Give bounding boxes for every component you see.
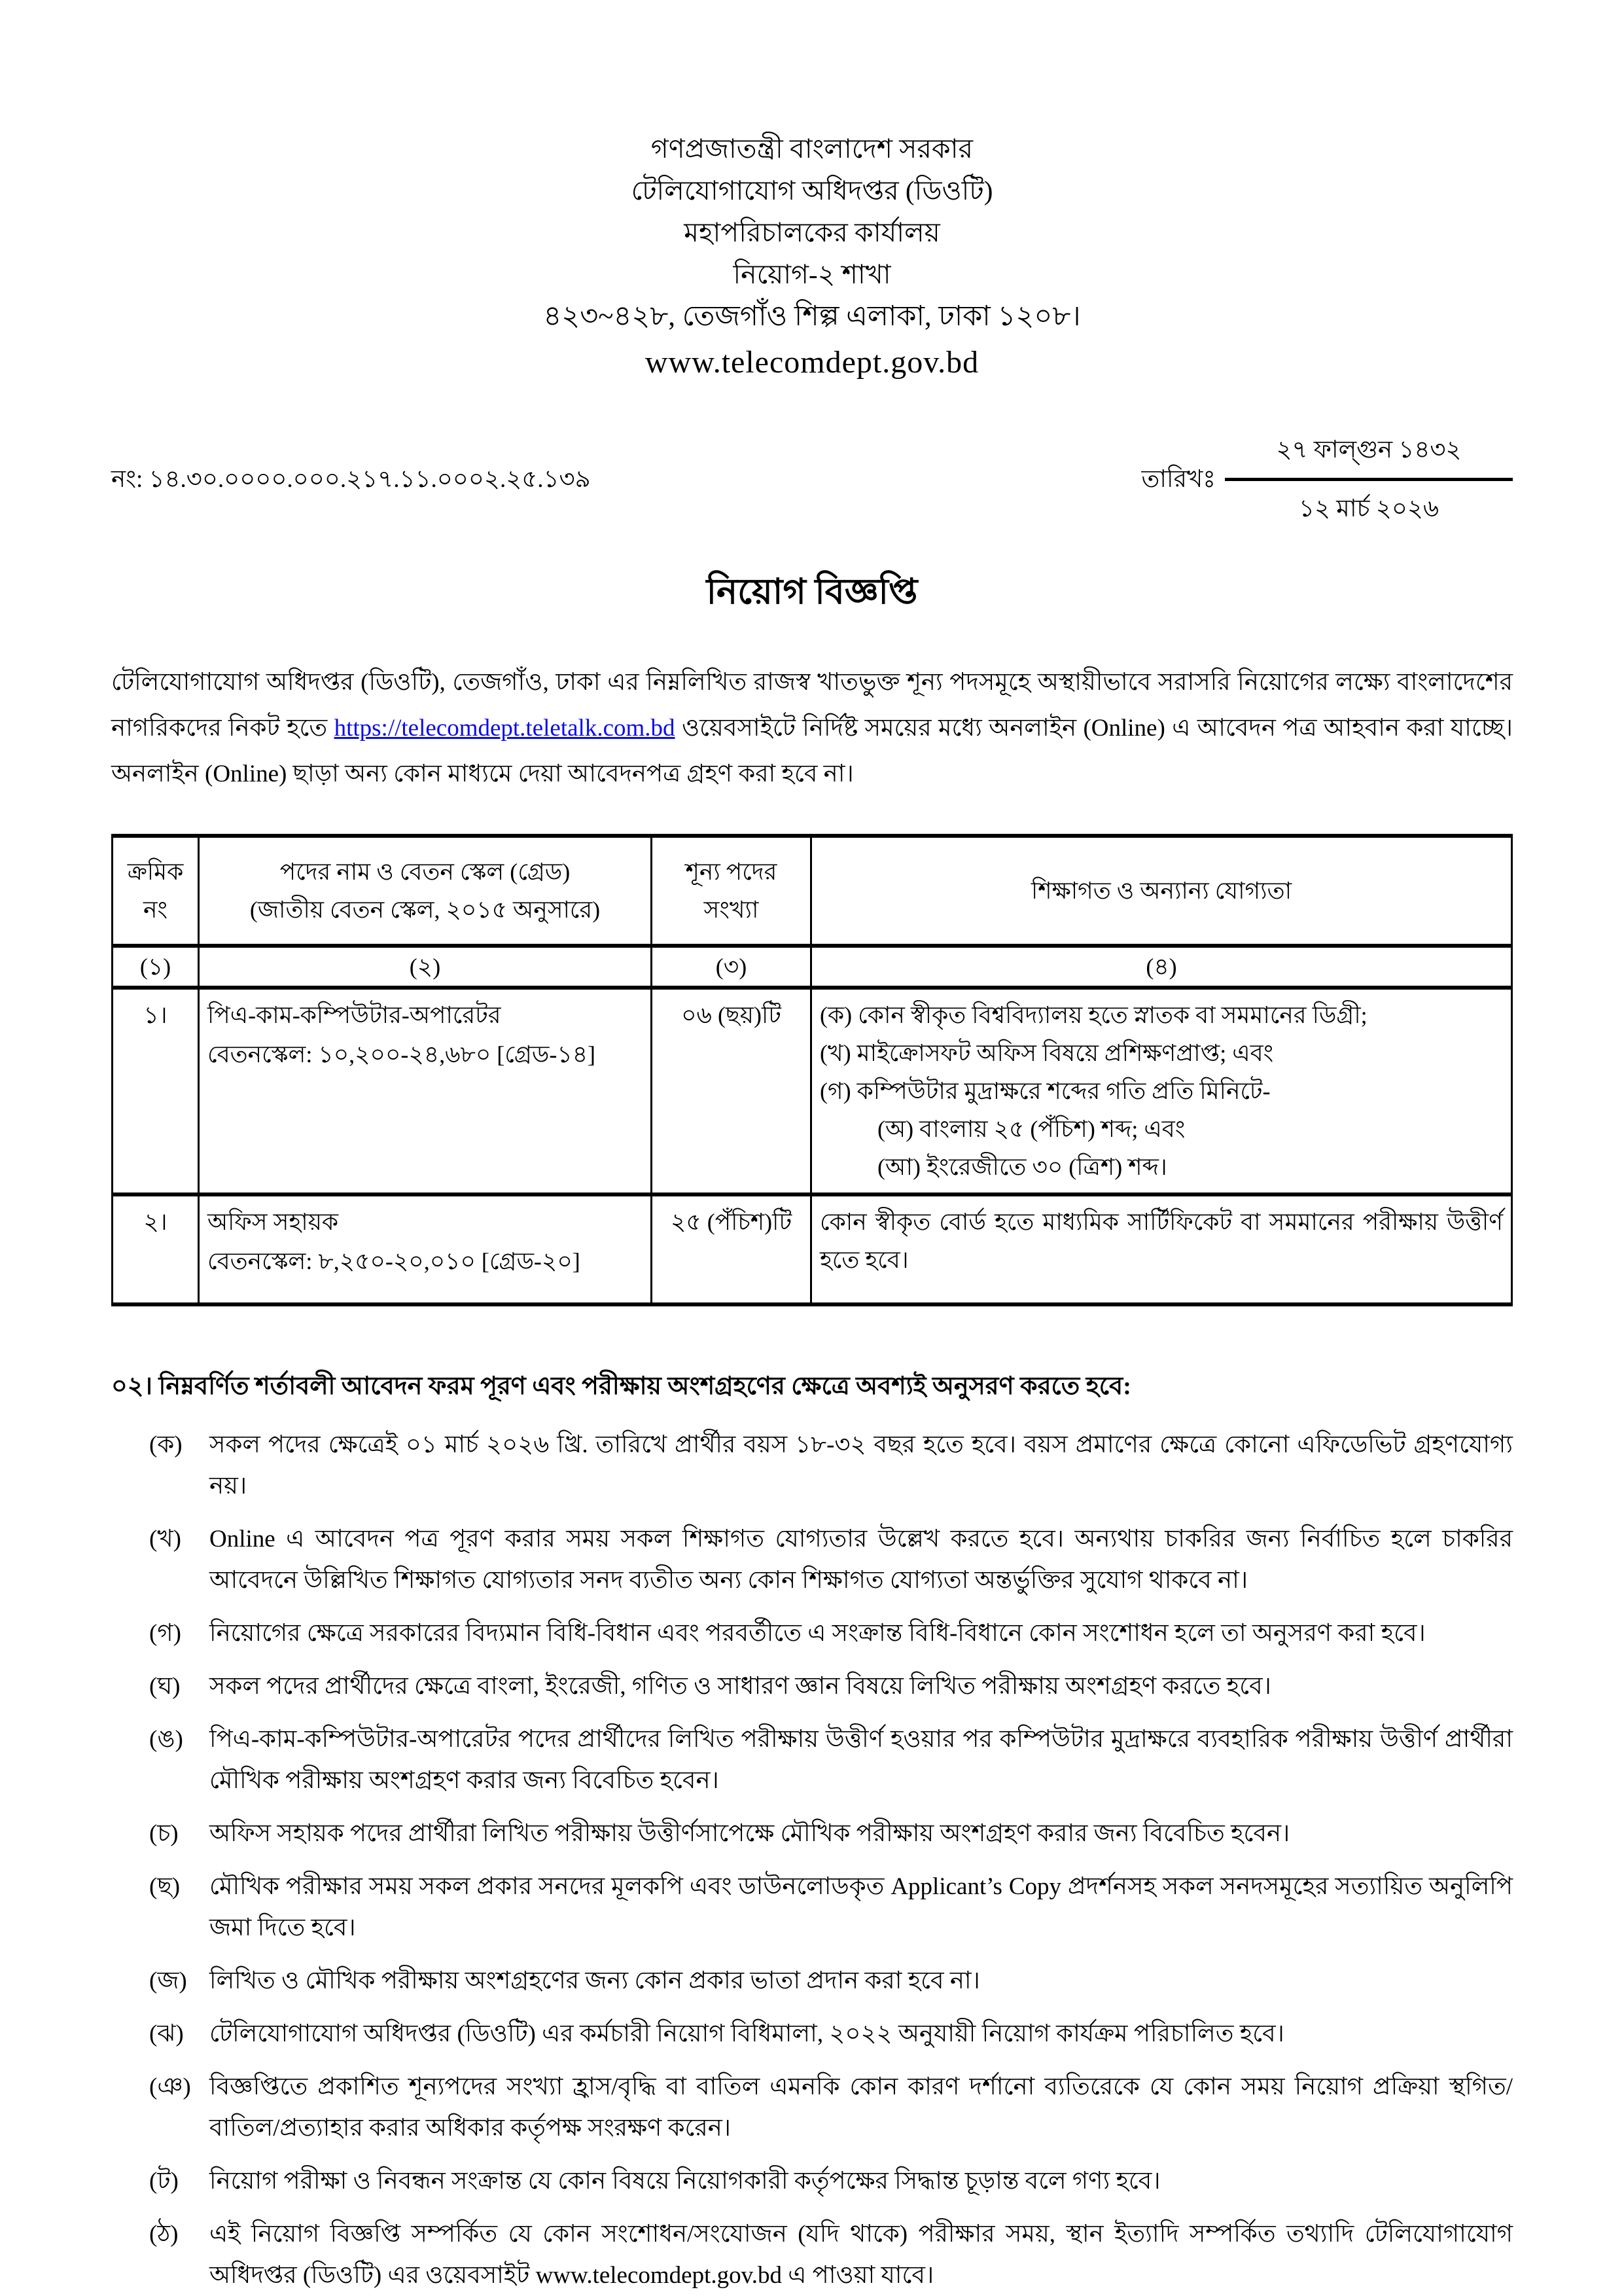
page-title: নিয়োগ বিজ্ঞপ্তি (706, 572, 918, 611)
condition-label: (চ) (149, 1820, 179, 1847)
condition-item (149, 1613, 1513, 1654)
date-bangla: ২৭ ফাল্গুন ১৪৩২ (1276, 437, 1462, 463)
condition-item (149, 1719, 1513, 1801)
condition-text: পিএ-কাম-কম্পিউটার-অপারেটর পদের প্রার্থীদের লিখিত পরীক্ষায় উত্তীর্ণ হওয়ার পর কম্পিউটার মুদ্রাক্ষরে ব্যবহারিক পরীক্ষায় উত্তীর্ণ প্রার্থীরা মৌখিক পরীক্ষায় অংশগ্রহণ করার জন্য বিবেচিত হবেন। (209, 1726, 1513, 1794)
qualification-line: (খ) মাইক্রোসফট অফিস বিষয়ে প্রশিক্ষণপ্রাপ্ত; এবং (820, 1040, 1274, 1066)
colnum-3: (৩) (652, 946, 811, 988)
colnum-1: (১) (113, 946, 199, 988)
header-post-line2: (জাতীয় বেতন স্কেল, ২০১৫ অনুসারে) (249, 897, 601, 923)
column-numbering-row (113, 946, 1512, 988)
condition-item (149, 2214, 1513, 2296)
row1-serial: ১। (113, 988, 199, 1194)
date-block (1142, 430, 1513, 530)
condition-item (149, 2013, 1513, 2054)
qualification-line: কোন স্বীকৃত বোর্ড হতে মাধ্যমিক সার্টিফিকেট বা সমমানের পরীক্ষায় উত্তীর্ণ হতে হবে। (820, 1209, 1503, 1273)
date-fraction (1225, 430, 1513, 530)
condition-label: (ঝ) (149, 2020, 184, 2047)
table-header-row (113, 836, 1512, 946)
condition-text: সকল পদের প্রার্থীদের ক্ষেত্রে বাংলা, ইংরেজী, গণিত ও সাধারণ জ্ঞান বিষয়ে লিখিত পরীক্ষায় অংশগ্রহণ করতে হবে। (209, 1673, 1271, 1700)
post-name: পিএ-কাম-কম্পিউটার-অপারেটর (207, 1002, 501, 1028)
condition-text: মৌখিক পরীক্ষার সময় সকল প্রকার সনদের মূলকপি এবং ডাউনলোডকৃত Applicant’s Copy প্রদর্শনসহ সকল সনদসমূহের সত্যায়িত অনুলিপি জমা দিতে হবে। (209, 1873, 1513, 1941)
condition-text: এই নিয়োগ বিজ্ঞপ্তি সম্পর্কিত যে কোন সংশোধন/সংযোজন (যদি থাকে) পরীক্ষার সময়, স্থান ইত্যাদি সম্পর্কিত তথ্যাদি টেলিযোগাযোগ অধিদপ্তর (ডিওটি) এর ওয়েবসাইট www.telecomdept.gov.bd এ পাওয়া যাবে। (209, 2221, 1513, 2289)
branch-name: নিয়োগ-২ শাখা (733, 259, 891, 289)
condition-label: (ক) (149, 1431, 183, 1458)
header-post-line1: পদের নাম ও বেতন স্কেল (গ্রেড) (279, 859, 571, 885)
table-row (113, 988, 1512, 1194)
condition-text: নিয়োগের ক্ষেত্রে সরকারের বিদ্যমান বিধি-বিধান এবং পরবর্তীতে এ সংক্রান্ত বিধি-বিধানে কোন সংশোধন হলে তা অনুসরণ করা হবে। (209, 1620, 1426, 1647)
condition-text: নিয়োগ পরীক্ষা ও নিবন্ধন সংক্রান্ত যে কোন বিষয়ে নিয়োগকারী কর্তৃপক্ষের সিদ্ধান্ত চূড়ান্ত বলে গণ্য হবে। (209, 2168, 1161, 2195)
header-qualifications: শিক্ষাগত ও অন্যান্য যোগ্যতা (811, 836, 1512, 946)
intro-text-after: ওয়েবসাইটে নির্দিষ্ট সময়ের মধ্যে অনলাইন (Online) এ আবেদন পত্র আহবান করা যাচ্ছে। অনলাইন (Online) ছাড়া অন্য কোন মাধ্যমে দেয়া আবেদনপত্র গ্রহণ করা হবে না। (111, 715, 1513, 787)
post-name: অফিস সহায়ক (207, 1209, 339, 1235)
condition-label: (ঞ) (149, 2073, 191, 2100)
date-label: তারিখঃ (1141, 466, 1216, 493)
qualification-subline: (অ) বাংলায় ২৫ (পঁচিশ) শব্দ; এবং (877, 1116, 1186, 1142)
memo-row (111, 430, 1513, 530)
vacancy-table (111, 834, 1513, 1306)
condition-text: সকল পদের ক্ষেত্রেই ০১ মার্চ ২০২৬ খ্রি. তারিখে প্রার্থীর বয়স ১৮-৩২ বছর হতে হবে। বয়স প্রমাণের ক্ষেত্রে কোনো এফিডেভিট গ্রহণযোগ্য নয়। (209, 1431, 1513, 1499)
office-name: মহাপরিচালকের কার্যালয় (684, 217, 940, 247)
condition-label: (ঙ) (149, 1726, 183, 1753)
qualification-line: (ক) কোন স্বীকৃত বিশ্ববিদ্যালয় হতে স্নাতক বা সমমানের ডিগ্রী; (820, 1002, 1368, 1028)
condition-text: বিজ্ঞপ্তিতে প্রকাশিত শূন্যপদের সংখ্যা হ্রাস/বৃদ্ধি বা বাতিল এমনকি কোন কারণ দর্শানো ব্যতিরেকে যে কোন সময় নিয়োগ প্রক্রিয়া স্থগিত/বাতিল/প্রত্যাহার করার অধিকার কর্তৃপক্ষ সংরক্ষণ করেন। (209, 2073, 1513, 2142)
condition-text: লিখিত ও মৌখিক পরীক্ষায় অংশগ্রহণের জন্য কোন প্রকার ভাতা প্রদান করা হবে না। (209, 1967, 980, 1994)
conditions-heading: ০২। নিম্নবর্ণিত শর্তাবলী আবেদন ফরম পূরণ এবং পরীক্ষায় অংশগ্রহণের ক্ষেত্রে অবশ্যই অনুসরণ করতে হবে: (111, 1372, 1131, 1400)
condition-item (149, 1813, 1513, 1854)
table-row (113, 1194, 1512, 1304)
department-name: টেলিযোগাযোগ অধিদপ্তর (ডিওটি) (631, 175, 993, 206)
condition-label: (ঘ) (149, 1673, 181, 1700)
colnum-2: (২) (199, 946, 652, 988)
government-name: গণপ্রজাতন্ত্রী বাংলাদেশ সরকার (650, 134, 974, 164)
condition-label: (জ) (149, 1967, 187, 1994)
condition-label: (ট) (149, 2168, 179, 2195)
row1-post-cell (199, 988, 652, 1194)
qualification-line: (গ) কম্পিউটার মুদ্রাক্ষরে শব্দের গতি প্রতি মিনিটে- (820, 1078, 1271, 1104)
condition-item (149, 2161, 1513, 2202)
condition-item (149, 1424, 1513, 1507)
colnum-4: (৪) (811, 946, 1512, 988)
qualification-subline: (আ) ইংরেজীতে ৩০ (ত্রিশ) শব্দ। (877, 1154, 1167, 1180)
condition-item (149, 1518, 1513, 1601)
row2-post-cell (199, 1194, 652, 1304)
vacancy-count: ২৫ (পঁচিশ)টি (652, 1194, 811, 1304)
conditions-list (111, 1424, 1513, 2296)
row1-qualifications-cell (811, 988, 1512, 1194)
pay-scale: বেতনস্কেল: ১০,২০০-২৪,৬৮০ [গ্রেড-১৪] (207, 1041, 596, 1067)
memo-number: নং: ১৪.৩০.০০০০.০০০.২১৭.১১.০০০২.২৫.১৩৯ (111, 466, 591, 493)
condition-label: (গ) (149, 1620, 181, 1647)
row2-serial: ২। (113, 1194, 199, 1304)
condition-text: Online এ আবেদন পত্র পূরণ করার সময় সকল শিক্ষাগত যোগ্যতার উল্লেখ করতে হবে। অন্যথায় চাকরির জন্য নির্বাচিত হলে চাকরির আবেদনে উল্লিখিত শিক্ষাগত যোগ্যতার সনদ ব্যতীত অন্য কোন শিক্ষাগত যোগ্যতা অন্তর্ভুক্তির সুযোগ থাকবে না। (209, 1526, 1513, 1594)
vacancy-count: ০৬ (ছয়)টি (652, 988, 811, 1194)
condition-item (149, 1666, 1513, 1707)
condition-item (149, 1960, 1513, 2001)
header-post-payscale (199, 836, 652, 946)
intro-text-before: টেলিযোগাযোগ অধিদপ্তর (ডিওটি), তেজগাঁও, ঢাকা এর নিম্নলিখিত রাজস্ব খাতভুক্ত শূন্য পদসমূহে অস্থায়ীভাবে সরাসরি নিয়োগের লক্ষ্যে বাংলাদেশের নাগরিকদের নিকট হতে (111, 669, 1513, 742)
header-serial: ক্রমিক নং (113, 836, 199, 946)
condition-label: (ঠ) (149, 2221, 179, 2248)
intro-paragraph (111, 660, 1513, 797)
pay-scale: বেতনস্কেল: ৮,২৫০-২০,০১০ [গ্রেড-২০] (207, 1248, 580, 1274)
header-vacancies: শূন্য পদের সংখ্যা (652, 836, 811, 946)
condition-label: (খ) (149, 1526, 181, 1552)
date-gregorian: ১২ মার্চ ২০২৬ (1298, 495, 1439, 522)
row2-qualifications-cell (811, 1194, 1512, 1304)
condition-text: অফিস সহায়ক পদের প্রার্থীরা লিখিত পরীক্ষায় উত্তীর্ণসাপেক্ষে মৌখিক পরীক্ষায় অংশগ্রহণ করার জন্য বিবেচিত হবেন। (209, 1820, 1290, 1847)
application-website-link[interactable]: https://telecomdept.teletalk.com.bd (334, 715, 675, 742)
condition-item (149, 2066, 1513, 2149)
department-website: www.telecomdept.gov.bd (644, 345, 980, 380)
condition-text: টেলিযোগাযোগ অধিদপ্তর (ডিওটি) এর কর্মচারী নিয়োগ বিধিমালা, ২০২২ অনুযায়ী নিয়োগ কার্যক্রম পরিচালিত হবে। (209, 2020, 1284, 2047)
condition-item (149, 1866, 1513, 1948)
letterhead (111, 128, 1513, 384)
condition-label: (ছ) (149, 1873, 181, 1900)
office-address: ৪২৩~৪২৮, তেজগাঁও শিল্প এলাকা, ঢাকা ১২০৮। (543, 301, 1081, 332)
